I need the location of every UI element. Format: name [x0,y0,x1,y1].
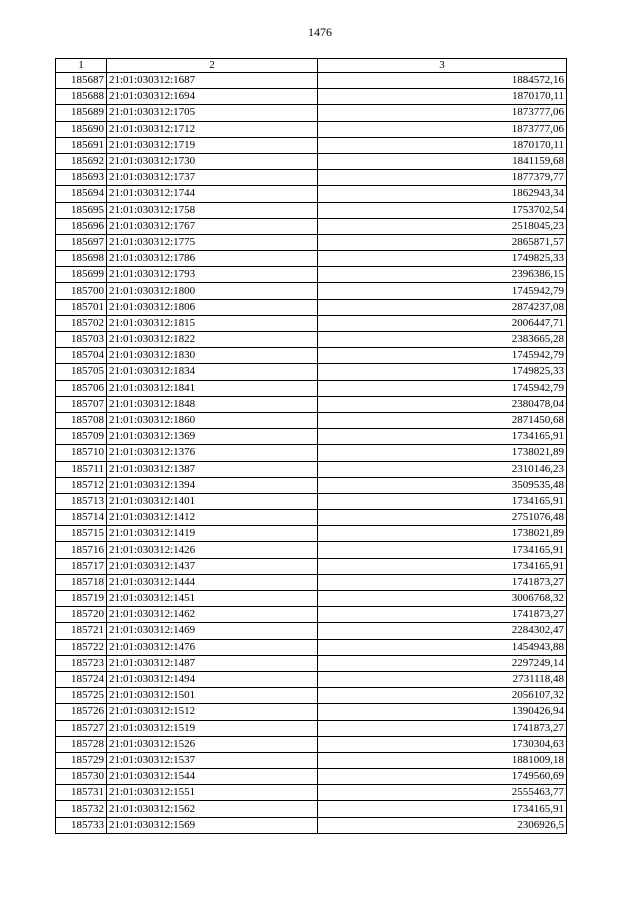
row-number-cell: 185731 [56,785,107,801]
row-number-cell: 185713 [56,493,107,509]
table-row [56,817,567,833]
cadastral-number-cell: 21:01:030312:1562 [107,801,318,817]
cadastral-number-cell: 21:01:030312:1822 [107,332,318,348]
row-number-cell: 185723 [56,655,107,671]
cadastral-number-cell: 21:01:030312:1394 [107,477,318,493]
value-cell: 1749825,33 [318,364,567,380]
table-header-row [56,59,567,73]
row-number-cell: 185714 [56,510,107,526]
row-number-cell: 185693 [56,170,107,186]
value-cell: 2297249,14 [318,655,567,671]
cadastral-number-cell: 21:01:030312:1501 [107,688,318,704]
value-cell: 2874237,08 [318,299,567,315]
value-cell: 2751076,48 [318,510,567,526]
table-row [56,89,567,105]
table-row [56,105,567,121]
table-row [56,477,567,493]
table-row [56,299,567,315]
row-number-cell: 185687 [56,73,107,89]
value-cell: 1738021,89 [318,445,567,461]
cadastral-number-cell: 21:01:030312:1462 [107,607,318,623]
value-cell: 1877379,77 [318,170,567,186]
cadastral-number-cell: 21:01:030312:1806 [107,299,318,315]
row-number-cell: 185707 [56,396,107,412]
row-number-cell: 185729 [56,752,107,768]
cadastral-number-cell: 21:01:030312:1712 [107,121,318,137]
row-number-cell: 185696 [56,218,107,234]
cadastral-number-cell: 21:01:030312:1730 [107,153,318,169]
cadastral-number-cell: 21:01:030312:1369 [107,429,318,445]
value-cell: 2555463,77 [318,785,567,801]
value-cell: 1734165,91 [318,542,567,558]
value-cell: 1873777,06 [318,105,567,121]
value-cell: 1741873,27 [318,607,567,623]
value-cell: 1841159,68 [318,153,567,169]
table-row [56,251,567,267]
cadastral-number-cell: 21:01:030312:1551 [107,785,318,801]
cadastral-number-cell: 21:01:030312:1841 [107,380,318,396]
table-row [56,283,567,299]
row-number-cell: 185694 [56,186,107,202]
cadastral-number-cell: 21:01:030312:1705 [107,105,318,121]
cadastral-number-cell: 21:01:030312:1767 [107,218,318,234]
cadastral-number-cell: 21:01:030312:1437 [107,558,318,574]
table-row [56,412,567,428]
row-number-cell: 185698 [56,251,107,267]
column-header-1: 1 [56,59,107,73]
table-row [56,218,567,234]
row-number-cell: 185719 [56,591,107,607]
row-number-cell: 185692 [56,153,107,169]
row-number-cell: 185705 [56,364,107,380]
value-cell: 2006447,71 [318,315,567,331]
table-row [56,801,567,817]
table-row [56,736,567,752]
row-number-cell: 185732 [56,801,107,817]
value-cell: 1870170,11 [318,89,567,105]
cadastral-number-cell: 21:01:030312:1800 [107,283,318,299]
row-number-cell: 185718 [56,574,107,590]
cadastral-number-cell: 21:01:030312:1526 [107,736,318,752]
value-cell: 1741873,27 [318,720,567,736]
value-cell: 3006768,32 [318,591,567,607]
cadastral-number-cell: 21:01:030312:1376 [107,445,318,461]
value-cell: 2865871,57 [318,234,567,250]
table-row [56,688,567,704]
table-row [56,574,567,590]
table-row [56,170,567,186]
cadastral-number-cell: 21:01:030312:1387 [107,461,318,477]
cadastral-number-cell: 21:01:030312:1719 [107,137,318,153]
table-row [56,429,567,445]
column-header-3: 3 [318,59,567,73]
row-number-cell: 185708 [56,412,107,428]
value-cell: 2383665,28 [318,332,567,348]
value-cell: 1862943,34 [318,186,567,202]
value-cell: 1734165,91 [318,429,567,445]
row-number-cell: 185704 [56,348,107,364]
page-number: 1476 [308,25,332,39]
table-row [56,234,567,250]
value-cell: 2306926,5 [318,817,567,833]
row-number-cell: 185706 [56,380,107,396]
row-number-cell: 185709 [56,429,107,445]
value-cell: 2056107,32 [318,688,567,704]
row-number-cell: 185721 [56,623,107,639]
value-cell: 3509535,48 [318,477,567,493]
row-number-cell: 185725 [56,688,107,704]
value-cell: 1745942,79 [318,283,567,299]
table-row [56,348,567,364]
cadastral-number-cell: 21:01:030312:1830 [107,348,318,364]
table-row [56,720,567,736]
table-row [56,73,567,89]
table-row [56,591,567,607]
value-cell: 1749560,69 [318,769,567,785]
row-number-cell: 185726 [56,704,107,720]
value-cell: 2284302,47 [318,623,567,639]
value-cell: 1734165,91 [318,558,567,574]
cadastral-number-cell: 21:01:030312:1444 [107,574,318,590]
row-number-cell: 185703 [56,332,107,348]
cadastral-number-cell: 21:01:030312:1786 [107,251,318,267]
row-number-cell: 185700 [56,283,107,299]
row-number-cell: 185715 [56,526,107,542]
row-number-cell: 185717 [56,558,107,574]
value-cell: 2380478,04 [318,396,567,412]
cadastral-number-cell: 21:01:030312:1476 [107,639,318,655]
cadastral-number-cell: 21:01:030312:1775 [107,234,318,250]
cadastral-number-cell: 21:01:030312:1544 [107,769,318,785]
cadastral-number-cell: 21:01:030312:1860 [107,412,318,428]
cadastral-number-cell: 21:01:030312:1815 [107,315,318,331]
row-number-cell: 185688 [56,89,107,105]
table-row [56,493,567,509]
column-header-2: 2 [107,59,318,73]
cadastral-number-cell: 21:01:030312:1569 [107,817,318,833]
value-cell: 1881009,18 [318,752,567,768]
table-row [56,396,567,412]
cadastral-number-cell: 21:01:030312:1401 [107,493,318,509]
registry-table [55,58,567,834]
value-cell: 1734165,91 [318,493,567,509]
table-row [56,752,567,768]
table-row [56,639,567,655]
table-row [56,445,567,461]
cadastral-number-cell: 21:01:030312:1519 [107,720,318,736]
cadastral-number-cell: 21:01:030312:1451 [107,591,318,607]
row-number-cell: 185710 [56,445,107,461]
row-number-cell: 185702 [56,315,107,331]
value-cell: 1454943,88 [318,639,567,655]
row-number-cell: 185701 [56,299,107,315]
cadastral-number-cell: 21:01:030312:1487 [107,655,318,671]
cadastral-number-cell: 21:01:030312:1793 [107,267,318,283]
table-row [56,607,567,623]
row-number-cell: 185733 [56,817,107,833]
row-number-cell: 185730 [56,769,107,785]
value-cell: 2396386,15 [318,267,567,283]
value-cell: 1741873,27 [318,574,567,590]
table-row [56,623,567,639]
row-number-cell: 185727 [56,720,107,736]
row-number-cell: 185695 [56,202,107,218]
table-row [56,785,567,801]
row-number-cell: 185689 [56,105,107,121]
row-number-cell: 185699 [56,267,107,283]
cadastral-number-cell: 21:01:030312:1512 [107,704,318,720]
table-row [56,202,567,218]
table-row [56,769,567,785]
table-row [56,137,567,153]
value-cell: 1745942,79 [318,380,567,396]
table-row [56,380,567,396]
value-cell: 1738021,89 [318,526,567,542]
table-row [56,267,567,283]
value-cell: 1884572,16 [318,73,567,89]
row-number-cell: 185722 [56,639,107,655]
value-cell: 1753702,54 [318,202,567,218]
row-number-cell: 185728 [56,736,107,752]
row-number-cell: 185716 [56,542,107,558]
table-row [56,510,567,526]
table-row [56,332,567,348]
cadastral-number-cell: 21:01:030312:1694 [107,89,318,105]
row-number-cell: 185712 [56,477,107,493]
table-row [56,315,567,331]
value-cell: 1873777,06 [318,121,567,137]
table-row [56,671,567,687]
cadastral-number-cell: 21:01:030312:1537 [107,752,318,768]
cadastral-number-cell: 21:01:030312:1758 [107,202,318,218]
cadastral-number-cell: 21:01:030312:1848 [107,396,318,412]
cadastral-number-cell: 21:01:030312:1737 [107,170,318,186]
row-number-cell: 185691 [56,137,107,153]
value-cell: 2310146,23 [318,461,567,477]
value-cell: 2731118,48 [318,671,567,687]
table-body [56,73,567,834]
value-cell: 2871450,68 [318,412,567,428]
row-number-cell: 185697 [56,234,107,250]
row-number-cell: 185711 [56,461,107,477]
cadastral-number-cell: 21:01:030312:1494 [107,671,318,687]
row-number-cell: 185690 [56,121,107,137]
value-cell: 2518045,23 [318,218,567,234]
table-row [56,121,567,137]
cadastral-number-cell: 21:01:030312:1687 [107,73,318,89]
value-cell: 1870170,11 [318,137,567,153]
value-cell: 1390426,94 [318,704,567,720]
cadastral-number-cell: 21:01:030312:1419 [107,526,318,542]
value-cell: 1745942,79 [318,348,567,364]
table-row [56,461,567,477]
row-number-cell: 185720 [56,607,107,623]
value-cell: 1730304,63 [318,736,567,752]
cadastral-number-cell: 21:01:030312:1426 [107,542,318,558]
table-row [56,704,567,720]
table-row [56,558,567,574]
table-row [56,153,567,169]
cadastral-number-cell: 21:01:030312:1744 [107,186,318,202]
cadastral-number-cell: 21:01:030312:1412 [107,510,318,526]
table-row [56,364,567,380]
cadastral-number-cell: 21:01:030312:1469 [107,623,318,639]
row-number-cell: 185724 [56,671,107,687]
value-cell: 1749825,33 [318,251,567,267]
table-row [56,655,567,671]
table-row [56,526,567,542]
value-cell: 1734165,91 [318,801,567,817]
cadastral-number-cell: 21:01:030312:1834 [107,364,318,380]
table-row [56,542,567,558]
table-row [56,186,567,202]
